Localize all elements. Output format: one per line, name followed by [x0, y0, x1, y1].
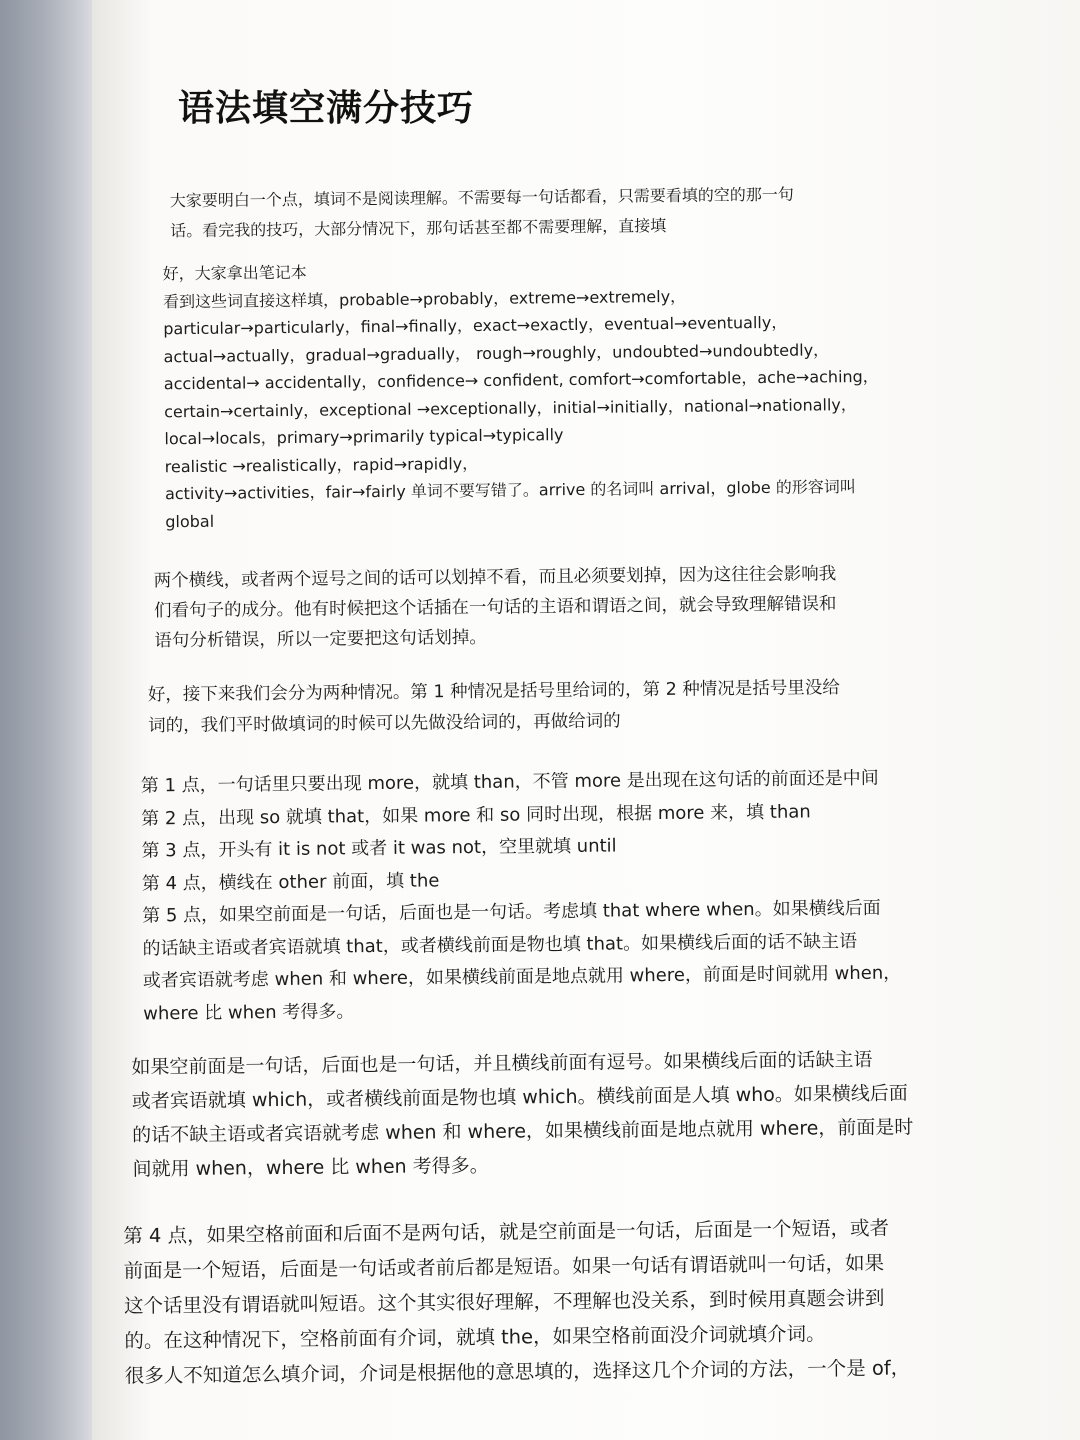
word-list-paragraph: 好，大家拿出笔记本 看到这些词直接这样填，probable→probably，extreme→extremely， particular→particularly，final→finally，exact→exactly，eventual→eventually， actual→actually，gradual→gradually， rough→roughly，undoubted→undoubtedly， accidental→ accidentally，confidence→ confident, comfort→comfortable，ache→aching， certain→certainly，exceptional →exceptionally，initial→initially，national→nationally， local→locals，primary→primarily typical→typically realistic →realistically，rapid→rapidly， activity→activities，fair→fairly 单词不要写错了。arrive 的名词叫 arrival，globe 的形容词叫 global: [162, 262, 879, 531]
points-paragraph: 第 1 点，一句话里只要出现 more，就填 than，不管 more 是出现在这句话的前面还是中间 第 2 点，出现 so 就填 that，如果 more 和 so 同时出现，根据 more 来，填 than 第 3 点，开头有 it is not 或者 it was not，空里就填 until 第 4 点，横线在 other 前面，填 the 第 5 点，如果空前面是一句话，后面也是一句话。考虑填 that where when。如果横线后面 的话缺主语或者宾语就填 that，或者横线前面是物也填 that。如果横线后面的话不缺主语 或者宾语就考虑 when 和 where，如果横线前面是地点就用 where，前面是时间就用 when， where 比 when 考得多。: [140, 767, 902, 1024]
intro-paragraph: 大家要明白一个点，填词不是阅读理解。不需要每一句话都看，只需要看填的空的那一句 话。看完我的技巧，大部分情况下，那句话甚至都不需要理解，直接填: [169, 184, 794, 241]
page-title: 语法填空满分技巧: [178, 88, 475, 129]
document-page: [92, 0, 1080, 1440]
book-spine-shadow: [0, 0, 105, 1440]
two-cases-paragraph: 好，接下来我们会分为两种情况。第 1 种情况是括号里给词的，第 2 种情况是括号里没给 词的，我们平时做填词的时候可以先做没给词的，再做给词的: [147, 678, 840, 737]
which-who-paragraph: 如果空前面是一句话，后面也是一句话，并且横线前面有逗号。如果横线后面的话缺主语 或者宾语就填 which，或者横线前面是物也填 which。横线前面是人填 who。如果横线后面 的话不缺主语或者宾语就考虑 when 和 where，如果横线前面是地点就用 where，前面是时 间就用 when，where 比 when 考得多。: [131, 1048, 914, 1181]
dash-comma-paragraph: 两个横线，或者两个逗号之间的话可以划掉不看，而且必须要划掉，因为这往往会影响我 们看句子的成分。他有时候把这个话插在一句话的主语和谓语之间，就会导致理解错误和 语句分析错误，所以一定要把这句话划掉。: [153, 564, 837, 652]
preposition-paragraph: 第 4 点，如果空格前面和后面不是两句话，就是空前面是一句话，后面是一个短语，或者 前面是一个短语，后面是一句话或者前后都是短语。如果一句话有谓语就叫一句话，如果 这个话里没有谓语就叫短语。这个其实很好理解，不理解也没关系，到时候用真题会讲到 的。在这种情况下，空格前面有介词，就填 the，如果空格前面没介词就填介词。 很多人不知道怎么填介词，介词是根据他的意思填的，选择这几个介词的方法，一个是 of，: [123, 1216, 911, 1388]
